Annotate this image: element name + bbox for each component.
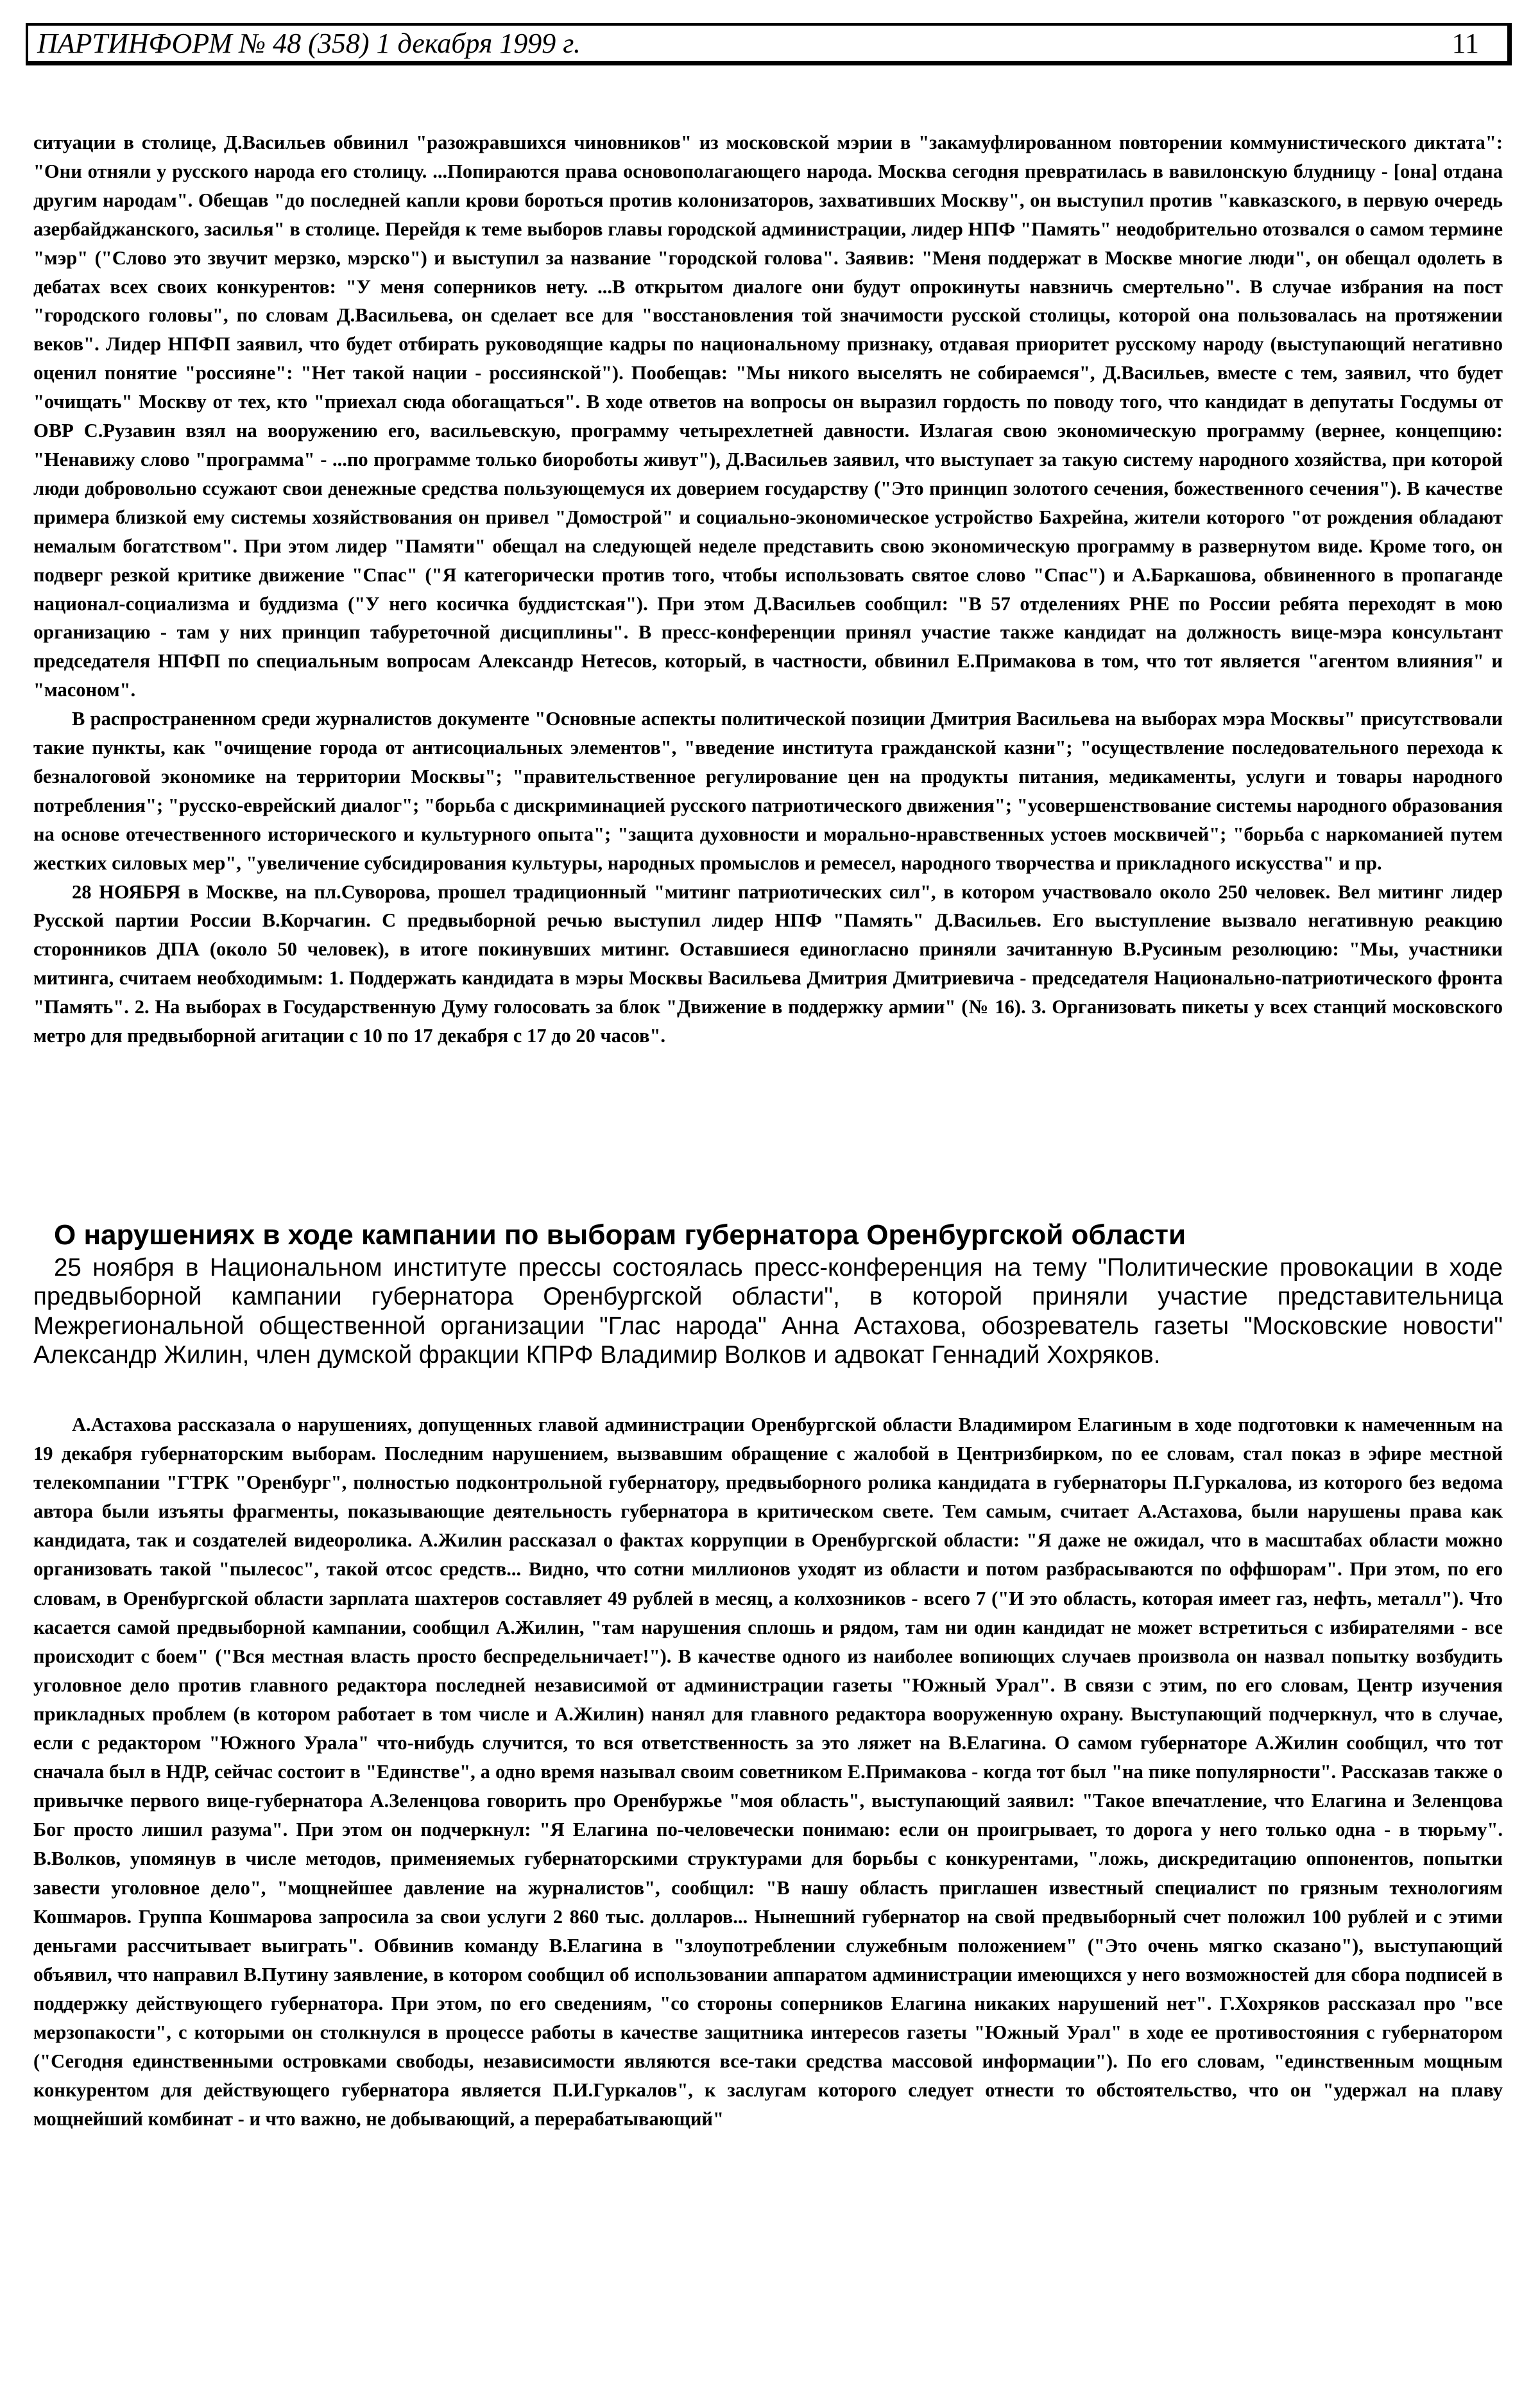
paragraph-1: ситуации в столице, Д.Васильев обвинил "разожравшихся чиновников" из московской мэрии в "закамуфлированном повторении коммунистического диктата": "Они отняли у русского народа его столицу. ...Попираются права основополагающего народа. Москва сегодня превратилась в вавилонскую блудницу - [она] отдана другим народам". Обещав "до последней капли крови бороться против колонизаторов, захвативших Москву", он выступил против "кавказского, в первую очередь азербайджанского, засилья" в столице. Перейдя к теме выборов главы городской администрации, лидер НПФ "Память" неодобрительно отозвался о самом термине "мэр" ("Слово это звучит мерзко, мэрско") и выступил за название "городской голова". Заявив: "Меня поддержат в Москве многие люди", он обещал одолеть в дебатах всех своих конкурентов: "У меня соперников нету. ...В открытом диалоге они будут опрокинуты навзничь смертельно". В случае избрания на пост "городского головы", по словам Д.Васильева, он сделает все для "восстановления той значимости русской столицы, которой она пользовалась на протяжении веков". Лидер НПФП заявил, что будет отбирать руководящие кадры по национальному признаку, отдавая приоритет русскому народу (выступающий негативно оценил понятие "россияне": "Нет такой нации - россиянской"). Пообещав: "Мы никого выселять не собираемся", Д.Васильев, вместе с тем, заявил, что будет "очищать" Москву от тех, кто "приехал сюда обогащаться". В ходе ответов на вопросы он выразил гордость по поводу того, что кандидат в депутаты Госдумы от ОВР С.Рузавин взял на вооружению его, васильевскую, программу четырехлетней давности. Излагая свою экономическую программу (вернее, концепцию: "Ненавижу слово "программа" - ...по программе только биороботы живут"), Д.Васильев заявил, что выступает за такую систему народного хозяйства, при которой люди добровольно ссужают свои денежные средства пользующемуся их доверием государству ("Это принцип золотого сечения, божественного сечения"). В качестве примера близкой ему системы хозяйствования он привел "Домострой" и социально-экономическое устройство Бахрейна, жители которого "от рождения обладают немалым богатством". При этом лидер "Памяти" обещал на следующей неделе представить свою экономическую программу в развернутом виде. Кроме того, он подверг резкой критике движение "Спас" ("Я категорически против того, чтобы использовать святое слово "Спас") и А.Баркашова, обвиненного в пропаганде национал-социализма и буддизма ("У него косичка буддистская"). При этом Д.Васильев сообщил: "В 57 отделениях РНЕ по России ребята переходят в мою организацию - там у них принцип табуреточной дисциплины". В пресс-конференции принял участие также кандидат на должность вице-мэра консультант председателя НПФП по специальным вопросам Александр Нетесов, который, в частности, обвинил Е.Примакова в том, что тот является "агентом влияния" и "масоном". bbox=[33, 132, 1503, 701]
paragraph-2: В распространенном среди журналистов документе "Основные аспекты политической позиции Дмитрия Васильева на выборах мэра Москвы" присутствовали такие пункты, как "очищение города от антисоциальных элементов", "введение института гражданской казни"; "осуществление последовательного перехода к безналоговой экономике на территории Москвы"; "правительственное регулирование цен на продукты питания, медикаменты, услуги и товары народного потребления"; "русско-еврейский диалог"; "борьба с дискриминацией русского патриотического движения"; "усовершенствование системы народного образования на основе отечественного исторического и культурного опыта"; "защита духовности и морально-нравственных устоев москвичей"; "борьба с наркоманией путем жестких силовых мер", "увеличение субсидирования культуры, народных промыслов и ремесел, народного творчества и прикладного искусства" и пр. bbox=[33, 708, 1503, 874]
section-heading: О нарушениях в ходе кампании по выборам губернатора Оренбургской области bbox=[54, 1219, 1186, 1251]
page-number: 11 bbox=[1451, 28, 1479, 59]
section-lead: 25 ноября в Национальном институте прессы состоялась пресс-конференция на тему "Политические провокации в ходе предвыборной кампании губернатора Оренбургской области", в которой приняли участие представительница Межрегиональной общественной организации "Глас народа" Анна Астахова, обозреватель газеты "Московские новости" Александр Жилин, член думской фракции КПРФ Владимир Волков и адвокат Геннадий Хохряков. bbox=[33, 1254, 1503, 1369]
page-header bbox=[26, 23, 1512, 65]
section-body: А.Астахова рассказала о нарушениях, допущенных главой администрации Оренбургской области Владимиром Елагиным в ходе подготовки к намеченным на 19 декабря губернаторским выборам. Последним нарушением, вызвавшим обращение с жалобой в Центризбирком, по ее словам, стал показ в эфире местной телекомпании "ГТРК "Оренбург", полностью подконтрольной губернатору, предвыборного ролика кандидата в губернаторы П.Гуркалова, из которого без ведома автора были изъяты фрагменты, показывающие деятельность губернатора в критическом свете. Тем самым, считает А.Астахова, были нарушены права как кандидата, так и создателей видеоролика. А.Жилин рассказал о фактах коррупции в Оренбургской области: "Я даже не ожидал, что в масштабах области можно организовать такой "пылесос", такой отсос средств... Видно, что сотни миллионов уходят из области и потом разбрасываются по оффшорам". При этом, по его словам, в Оренбургской области зарплата шахтеров составляет 49 рублей в месяц, а колхозников - всего 7 ("И это область, которая имеет газ, нефть, металл"). Что касается самой предвыборной кампании, сообщил А.Жилин, "там нарушения сплошь и рядом, там ни один кандидат не может встретиться с избирателями - все происходит с боем" ("Вся местная власть просто беспредельничает!"). В качестве одного из наиболее вопиющих случаев произвола он назвал попытку возбудить уголовное дело против главного редактора последней независимой от администрации газеты "Южный Урал". В связи с этим, по его словам, Центр изучения прикладных проблем (в котором работает в том числе и А.Жилин) нанял для главного редактора вооруженную охрану. Выступающий подчеркнул, что в случае, если с редактором "Южного Урала" что-нибудь случится, то вся ответственность за это ляжет на В.Елагина. О самом губернаторе А.Жилин сообщил, что тот сначала был в НДР, сейчас состоит в "Единстве", а одно время называл своим советником Е.Примакова - когда тот был "на пике популярности". Рассказав также о привычке первого вице-губернатора А.Зеленцова говорить про Оренбуржье "моя область", выступающий заявил: "Такое впечатление, что Елагина и Зеленцова Бог просто лишил разума". При этом он подчеркнул: "Я Елагина по-человечески понимаю: если он проигрывает, то дорога у него только одна - в тюрьму". В.Волков, упомянув в числе методов, применяемых губернаторскими структурами для борьбы с конкурентами, "ложь, дискредитацию оппонентов, попытки завести уголовное дело", "мощнейшее давление на журналистов", сообщил: "В нашу область приглашен известный специалист по грязным технологиям Кошмаров. Группа Кошмарова запросила за свои услуги 2 860 тыс. долларов... Нынешний губернатор на свой предвыборный счет положил 100 рублей и с этими деньгами рассчитывает выиграть". Обвинив команду В.Елагина в "злоупотреблении служебным положением" ("Это очень мягко сказано"), выступающий объявил, что направил В.Путину заявление, в котором сообщил об использовании аппаратом администрации имеющихся у него возможностей для сбора подписей в поддержку действующего губернатора. При этом, по его сведениям, "со стороны соперников Елагина никаких нарушений нет". Г.Хохряков рассказал про "все мерзопакости", с которыми он столкнулся в процессе работы в качестве защитника интересов газеты "Южный Урал" в ходе ее противостояния с губернатором ("Сегодня единственными островками свободы, независимости являются все-таки средства массовой информации"). По его словам, "единственным мощным конкурентом для действующего губернатора является П.И.Гуркалов", к заслугам которого следует отнести то обстоятельство, что он "удержал на плаву мощнейший комбинат - и что важно, не добывающий, а перерабатывающий" bbox=[33, 1414, 1503, 2130]
paragraph-3: 28 НОЯБРЯ в Москве, на пл.Суворова, прошел традиционный "митинг патриотических сил", в котором участвовало около 250 человек. Вел митинг лидер Русской партии России В.Корчагин. С предвыборной речью выступил лидер НПФ "Память" Д.Васильев. Его выступление вызвало негативную реакцию сторонников ДПА (около 50 человек), в итоге покинувших митинг. Оставшиеся единогласно приняли зачитанную В.Русиным резолюцию: "Мы, участники митинга, считаем необходимым: 1. Поддержать кандидата в мэры Москвы Васильева Дмитрия Дмитриевича - председателя Национально-патриотического фронта "Память". 2. На выборах в Государственную Думу голосовать за блок "Движение в поддержку армии" (№ 16). 3. Организовать пикеты у всех станций московского метро для предвыборной агитации с 10 по 17 декабря с 17 до 20 часов". bbox=[33, 880, 1503, 1047]
article-continuation bbox=[33, 128, 1503, 1050]
publication-title: ПАРТИНФОРМ № 48 (358) 1 декабря 1999 г. bbox=[37, 28, 581, 59]
